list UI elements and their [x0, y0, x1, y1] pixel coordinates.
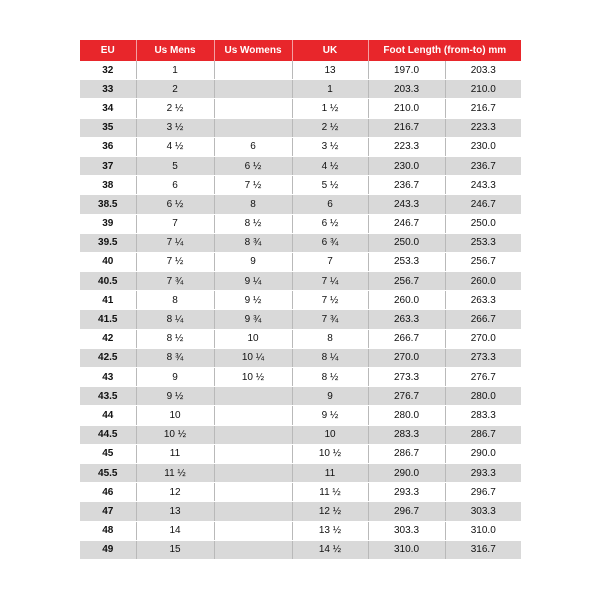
- cell-us-mens: 9: [136, 368, 214, 387]
- cell-us-mens: 11: [136, 444, 214, 463]
- cell-length-from: 303.3: [368, 521, 445, 540]
- cell-length-to: 216.7: [445, 99, 521, 118]
- cell-uk: 2 ½: [292, 118, 368, 137]
- cell-us-womens: [214, 99, 292, 118]
- cell-us-womens: [214, 118, 292, 137]
- cell-length-to: 210.0: [445, 80, 521, 99]
- cell-us-mens: 10: [136, 406, 214, 425]
- cell-eu: 43: [80, 368, 136, 387]
- cell-us-mens: 7 ¾: [136, 272, 214, 291]
- table-row: [80, 99, 521, 118]
- cell-uk: 14 ½: [292, 540, 368, 559]
- cell-us-mens: 5: [136, 156, 214, 175]
- cell-us-mens: 14: [136, 521, 214, 540]
- cell-length-from: 223.3: [368, 137, 445, 156]
- table-row: [80, 425, 521, 444]
- cell-uk: 8: [292, 329, 368, 348]
- cell-length-from: 236.7: [368, 176, 445, 195]
- cell-length-from: 197.0: [368, 61, 445, 80]
- table-row: [80, 463, 521, 482]
- cell-length-to: 250.0: [445, 214, 521, 233]
- header-us-mens: Us Mens: [136, 40, 214, 61]
- cell-us-mens: 7 ½: [136, 252, 214, 271]
- cell-uk: 9: [292, 387, 368, 406]
- cell-uk: 7 ¾: [292, 310, 368, 329]
- cell-length-from: 210.0: [368, 99, 445, 118]
- header-us-womens: Us Womens: [214, 40, 292, 61]
- cell-eu: 40: [80, 252, 136, 271]
- table-row: [80, 310, 521, 329]
- cell-eu: 45.5: [80, 463, 136, 482]
- cell-uk: 10 ½: [292, 444, 368, 463]
- cell-length-from: 260.0: [368, 291, 445, 310]
- cell-uk: 1: [292, 80, 368, 99]
- cell-us-mens: 13: [136, 502, 214, 521]
- cell-us-mens: 7: [136, 214, 214, 233]
- cell-uk: 6 ½: [292, 214, 368, 233]
- cell-length-to: 256.7: [445, 252, 521, 271]
- table-row: [80, 195, 521, 214]
- cell-length-to: 223.3: [445, 118, 521, 137]
- cell-length-to: 316.7: [445, 540, 521, 559]
- table-row: [80, 406, 521, 425]
- cell-eu: 35: [80, 118, 136, 137]
- cell-us-mens: 15: [136, 540, 214, 559]
- table-row: [80, 252, 521, 271]
- cell-us-mens: 1: [136, 61, 214, 80]
- table-row: [80, 291, 521, 310]
- cell-length-from: 290.0: [368, 463, 445, 482]
- cell-us-womens: [214, 406, 292, 425]
- cell-us-mens: 2 ½: [136, 99, 214, 118]
- cell-eu: 33: [80, 80, 136, 99]
- header-row: [80, 40, 521, 61]
- cell-length-from: 203.3: [368, 80, 445, 99]
- table-row: [80, 502, 521, 521]
- cell-us-womens: [214, 521, 292, 540]
- cell-uk: 3 ½: [292, 137, 368, 156]
- cell-us-mens: 10 ½: [136, 425, 214, 444]
- cell-length-to: 260.0: [445, 272, 521, 291]
- cell-us-mens: 7 ¼: [136, 233, 214, 252]
- header-eu: EU: [80, 40, 136, 61]
- cell-length-from: 273.3: [368, 368, 445, 387]
- cell-us-womens: 8 ¾: [214, 233, 292, 252]
- cell-eu: 43.5: [80, 387, 136, 406]
- cell-uk: 10: [292, 425, 368, 444]
- table-row: [80, 137, 521, 156]
- cell-eu: 38.5: [80, 195, 136, 214]
- cell-us-womens: [214, 502, 292, 521]
- cell-us-mens: 9 ½: [136, 387, 214, 406]
- cell-length-from: 286.7: [368, 444, 445, 463]
- table-row: [80, 156, 521, 175]
- cell-eu: 34: [80, 99, 136, 118]
- cell-us-mens: 2: [136, 80, 214, 99]
- size-rows: [80, 61, 521, 559]
- cell-length-from: 253.3: [368, 252, 445, 271]
- cell-length-from: 276.7: [368, 387, 445, 406]
- cell-us-womens: [214, 483, 292, 502]
- cell-eu: 32: [80, 61, 136, 80]
- cell-length-from: 263.3: [368, 310, 445, 329]
- cell-us-mens: 8 ¾: [136, 348, 214, 367]
- table-row: [80, 540, 521, 559]
- cell-length-to: 243.3: [445, 176, 521, 195]
- cell-uk: 11 ½: [292, 483, 368, 502]
- cell-us-womens: [214, 463, 292, 482]
- cell-us-womens: 8 ½: [214, 214, 292, 233]
- cell-us-mens: 6 ½: [136, 195, 214, 214]
- cell-length-from: 243.3: [368, 195, 445, 214]
- cell-length-to: 266.7: [445, 310, 521, 329]
- table-row: [80, 118, 521, 137]
- table-row: [80, 521, 521, 540]
- cell-length-to: 203.3: [445, 61, 521, 80]
- cell-length-to: 296.7: [445, 483, 521, 502]
- cell-length-from: 230.0: [368, 156, 445, 175]
- cell-length-to: 303.3: [445, 502, 521, 521]
- cell-us-womens: [214, 425, 292, 444]
- cell-eu: 45: [80, 444, 136, 463]
- cell-uk: 4 ½: [292, 156, 368, 175]
- cell-us-womens: 10: [214, 329, 292, 348]
- cell-length-to: 286.7: [445, 425, 521, 444]
- cell-length-to: 253.3: [445, 233, 521, 252]
- cell-length-from: 270.0: [368, 348, 445, 367]
- cell-us-womens: 9 ½: [214, 291, 292, 310]
- table-row: [80, 176, 521, 195]
- cell-length-from: 266.7: [368, 329, 445, 348]
- cell-length-to: 280.0: [445, 387, 521, 406]
- cell-us-womens: [214, 61, 292, 80]
- cell-us-mens: 11 ½: [136, 463, 214, 482]
- header-foot-length: Foot Length (from-to) mm: [368, 40, 521, 61]
- cell-us-mens: 8 ¼: [136, 310, 214, 329]
- cell-eu: 37: [80, 156, 136, 175]
- cell-us-womens: 9 ¾: [214, 310, 292, 329]
- cell-us-womens: 8: [214, 195, 292, 214]
- cell-length-to: 230.0: [445, 137, 521, 156]
- shoe-size-table: [80, 40, 521, 560]
- cell-us-womens: 10 ½: [214, 368, 292, 387]
- table-row: [80, 444, 521, 463]
- cell-us-womens: [214, 540, 292, 559]
- cell-length-to: 290.0: [445, 444, 521, 463]
- table-row: [80, 387, 521, 406]
- cell-length-to: 276.7: [445, 368, 521, 387]
- cell-uk: 6 ¾: [292, 233, 368, 252]
- cell-us-mens: 8 ½: [136, 329, 214, 348]
- table-row: [80, 214, 521, 233]
- table-row: [80, 368, 521, 387]
- cell-length-from: 216.7: [368, 118, 445, 137]
- cell-us-womens: [214, 80, 292, 99]
- cell-us-womens: 6 ½: [214, 156, 292, 175]
- cell-length-to: 283.3: [445, 406, 521, 425]
- cell-length-from: 283.3: [368, 425, 445, 444]
- cell-us-womens: [214, 444, 292, 463]
- table-row: [80, 61, 521, 80]
- cell-eu: 41: [80, 291, 136, 310]
- cell-length-to: 263.3: [445, 291, 521, 310]
- cell-eu: 41.5: [80, 310, 136, 329]
- cell-length-to: 273.3: [445, 348, 521, 367]
- cell-length-from: 293.3: [368, 483, 445, 502]
- cell-us-mens: 8: [136, 291, 214, 310]
- cell-eu: 42: [80, 329, 136, 348]
- cell-eu: 39: [80, 214, 136, 233]
- table-row: [80, 80, 521, 99]
- cell-uk: 1 ½: [292, 99, 368, 118]
- cell-us-womens: 10 ¼: [214, 348, 292, 367]
- table-row: [80, 233, 521, 252]
- cell-length-from: 280.0: [368, 406, 445, 425]
- cell-us-mens: 4 ½: [136, 137, 214, 156]
- cell-uk: 9 ½: [292, 406, 368, 425]
- table-row: [80, 272, 521, 291]
- cell-uk: 5 ½: [292, 176, 368, 195]
- cell-uk: 7 ½: [292, 291, 368, 310]
- cell-eu: 44.5: [80, 425, 136, 444]
- cell-us-womens: [214, 387, 292, 406]
- cell-eu: 42.5: [80, 348, 136, 367]
- cell-eu: 49: [80, 540, 136, 559]
- cell-eu: 36: [80, 137, 136, 156]
- header-uk: UK: [292, 40, 368, 61]
- cell-us-womens: 9: [214, 252, 292, 271]
- cell-uk: 13 ½: [292, 521, 368, 540]
- cell-us-womens: 9 ¼: [214, 272, 292, 291]
- cell-length-to: 236.7: [445, 156, 521, 175]
- cell-us-mens: 3 ½: [136, 118, 214, 137]
- cell-length-from: 310.0: [368, 540, 445, 559]
- cell-uk: 6: [292, 195, 368, 214]
- cell-length-from: 256.7: [368, 272, 445, 291]
- cell-uk: 7: [292, 252, 368, 271]
- cell-eu: 40.5: [80, 272, 136, 291]
- cell-length-from: 250.0: [368, 233, 445, 252]
- cell-us-mens: 6: [136, 176, 214, 195]
- cell-uk: 8 ¼: [292, 348, 368, 367]
- cell-us-womens: 7 ½: [214, 176, 292, 195]
- cell-eu: 39.5: [80, 233, 136, 252]
- cell-uk: 7 ¼: [292, 272, 368, 291]
- cell-eu: 48: [80, 521, 136, 540]
- cell-us-mens: 12: [136, 483, 214, 502]
- cell-length-to: 270.0: [445, 329, 521, 348]
- cell-eu: 38: [80, 176, 136, 195]
- cell-uk: 8 ½: [292, 368, 368, 387]
- cell-eu: 46: [80, 483, 136, 502]
- cell-length-from: 246.7: [368, 214, 445, 233]
- cell-uk: 13: [292, 61, 368, 80]
- cell-us-womens: 6: [214, 137, 292, 156]
- cell-eu: 44: [80, 406, 136, 425]
- table-row: [80, 483, 521, 502]
- table-row: [80, 348, 521, 367]
- cell-uk: 12 ½: [292, 502, 368, 521]
- cell-length-to: 293.3: [445, 463, 521, 482]
- cell-eu: 47: [80, 502, 136, 521]
- cell-length-from: 296.7: [368, 502, 445, 521]
- cell-length-to: 246.7: [445, 195, 521, 214]
- cell-uk: 11: [292, 463, 368, 482]
- table-row: [80, 329, 521, 348]
- cell-length-to: 310.0: [445, 521, 521, 540]
